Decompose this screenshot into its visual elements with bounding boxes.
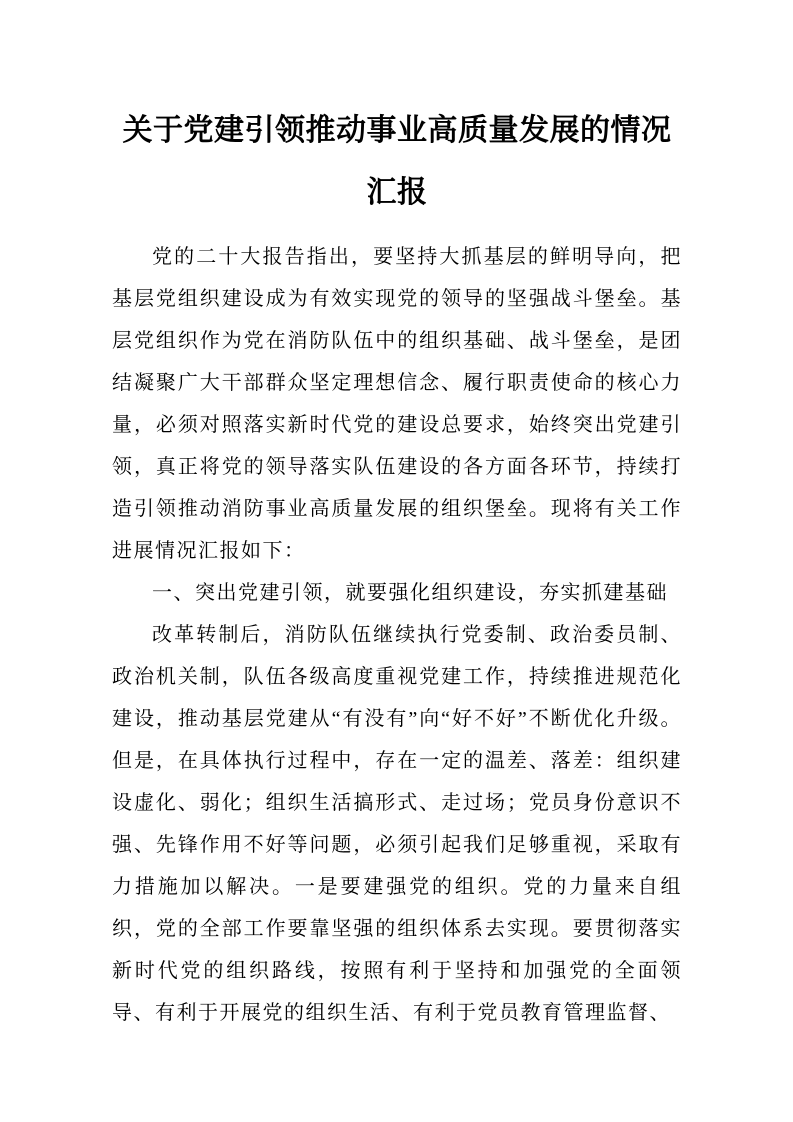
document-title xyxy=(112,100,682,224)
paragraph-section-1-body: 改革转制后，消防队伍继续执行党委制、政治委员制、政治机关制，队伍各级高度重视党建工作，持续推进规范化建设，推动基层党建从“有没有”向“好不好”不断优化升级。但是，在具体执行过程中，存在一定的温差、落差：组织建设虚化、弱化；组织生活搞形式、走过场；党员身份意识不强、先锋作用不好等问题，必须引起我们足够重视，采取有力措施加以解决。一是要建强党的组织。党的力量来自组织，党的全部工作要靠坚强的组织体系去实现。要贯彻落实新时代党的组织路线，按照有利于坚持和加强党的全面领导、有利于开展党的组织生活、有利于党员教育管理监督、 xyxy=(112,624,682,1024)
document-title-line-2: 汇报 xyxy=(366,176,428,209)
document-title-line-1: 关于党建引领推动事业高质量发展的情况 xyxy=(122,114,672,147)
document-body xyxy=(112,236,682,1034)
section-heading-1: 一、突出党建引领，就要强化组织建设，夯实抓建基础 xyxy=(152,582,668,604)
paragraph-intro: 党的二十大报告指出，要坚持大抓基层的鲜明导向，把基层党组织建设成为有效实现党的领导的坚强战斗堡垒。基层党组织作为党在消防队伍中的组织基础、战斗堡垒，是团结凝聚广大干部群众坚定理想信念、履行职责使命的核心力量，必须对照落实新时代党的建设总要求，始终突出党建引领，真正将党的领导落实队伍建设的各方面各环节，持续打造引领推动消防事业高质量发展的组织堡垒。现将有关工作进展情况汇报如下： xyxy=(112,246,682,562)
